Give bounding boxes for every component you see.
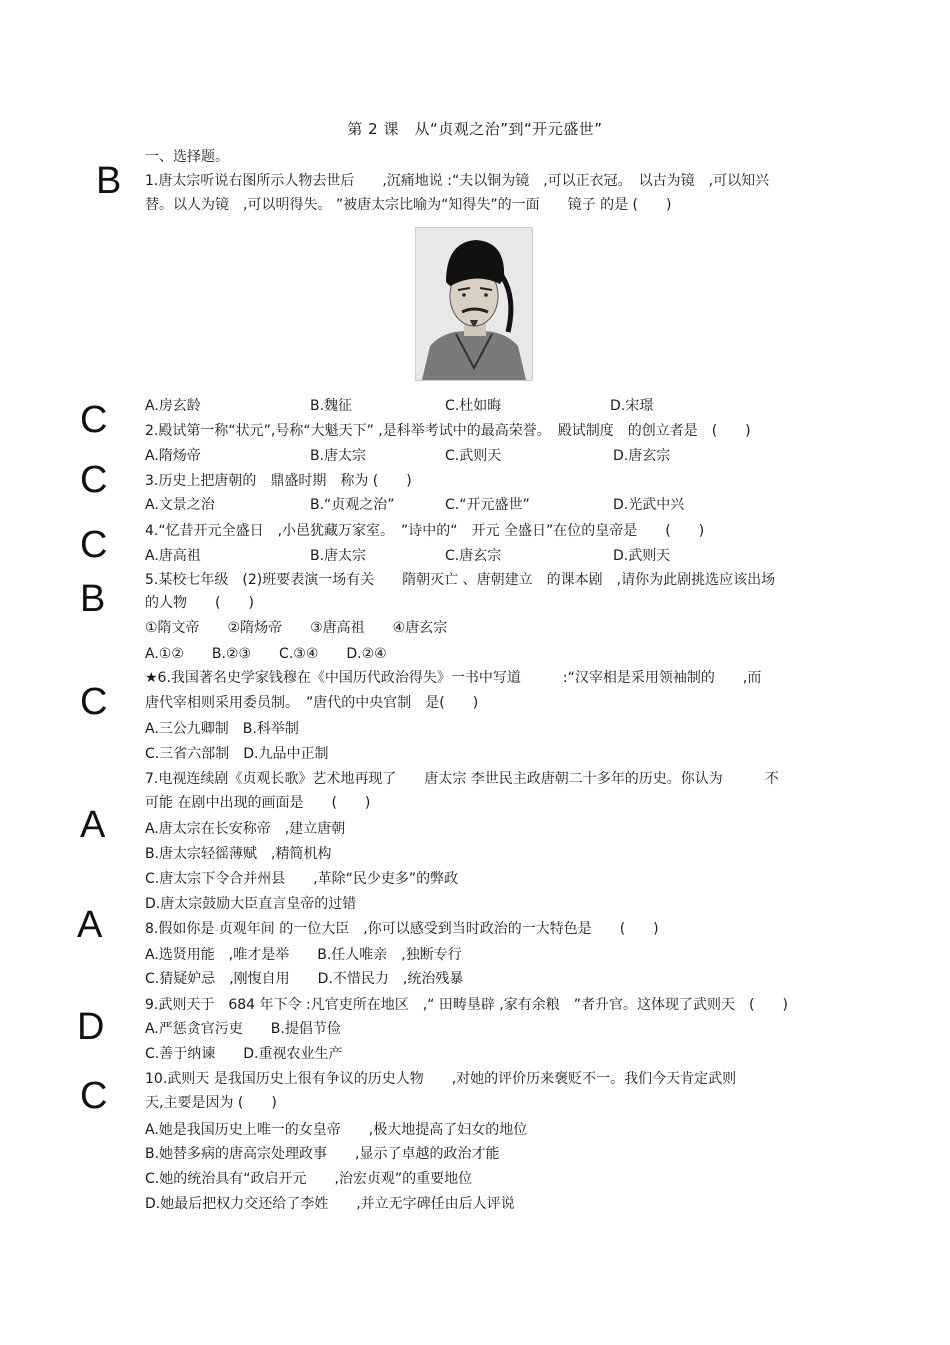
q7-option-b[interactable]: B.唐太宗轻徭薄赋 ,精简机构	[145, 846, 332, 862]
q6-options-cd[interactable]: C.三省六部制 D.九品中正制	[145, 746, 329, 762]
q7-option-c[interactable]: C.唐太宗下令合并州县 ,革除“民少吏多”的弊政	[145, 871, 459, 887]
q10-option-d[interactable]: D.她最后把权力交还给了李姓 ,并立无字碑任由后人评说	[145, 1196, 515, 1212]
page-title: 第 2 课 从“贞观之治”到“开元盛世”	[347, 120, 603, 138]
q8-options-cd[interactable]: C.猜疑妒忌 ,刚愎自用 D.不惜民力 ,统治残暴	[145, 971, 464, 987]
q7-text-line1: 7.电视连续剧《贞观长歌》艺术地再现了 唐太宗 李世民主政唐朝二十多年的历史。你认为 不	[145, 771, 779, 787]
q4-text: 4.“忆昔开元全盛日 ,小邑犹藏万家室。 ”诗中的“ 开元 全盛日”在位的皇帝是 ( )	[145, 523, 705, 539]
q9-options-ab[interactable]: A.严惩贪官污吏 B.提倡节俭	[145, 1021, 341, 1037]
answer-q8: A	[77, 904, 103, 946]
q1-option-c[interactable]: C.杜如晦	[445, 398, 502, 414]
q3-option-a[interactable]: A.文景之治	[145, 497, 215, 513]
answer-q4: C	[80, 524, 108, 566]
q2-option-b[interactable]: B.唐太宗	[310, 448, 367, 464]
section-heading: 一、选择题。	[145, 149, 229, 165]
q3-option-b[interactable]: B.“贞观之治”	[310, 497, 395, 513]
q8-options-ab[interactable]: A.选贤用能 ,唯才是举 B.任人唯亲 ,独断专行	[145, 947, 462, 963]
answer-q2: C	[80, 399, 108, 441]
q2-text: 2.殿试第一称“状元”,号称“大魁天下” ,是科举考试中的最高荣誉。 殿试制度 的创立者是 ( )	[145, 423, 751, 439]
q6-text-line2: 唐代宰相则采用委员制。 ”唐代的中央官制 是( )	[145, 695, 479, 711]
q6-text-line1: ★6.我国著名史学家钱穆在《中国历代政治得失》一书中写道 :“汉宰相是采用领袖制的 ,而	[145, 670, 762, 686]
q2-option-c[interactable]: C.武则天	[445, 448, 502, 464]
q2-option-d[interactable]: D.唐玄宗	[613, 448, 671, 464]
q1-text-line1: 1.唐太宗听说右图所示人物去世后 ,沉痛地说 :“夫以铜为镜 ,可以正衣冠。 以古为镜 ,可以知兴	[145, 173, 770, 189]
q4-option-c[interactable]: C.唐玄宗	[445, 548, 502, 564]
answer-q10: C	[80, 1075, 108, 1117]
q7-option-d[interactable]: D.唐太宗鼓励大臣直言皇帝的过错	[145, 896, 357, 912]
q10-text-line1: 10.武则天 是我国历史上很有争议的历史人物 ,对她的评价历来褒贬不一。我们今天肯定武则	[145, 1071, 737, 1087]
q4-option-a[interactable]: A.唐高祖	[145, 548, 201, 564]
q3-text: 3.历史上把唐朝的 鼎盛时期 称为 ( )	[145, 473, 412, 489]
q9-options-cd[interactable]: C.善于纳谏 D.重视农业生产	[145, 1046, 343, 1062]
answer-q9: D	[77, 1006, 105, 1048]
q4-option-b[interactable]: B.唐太宗	[310, 548, 367, 564]
q1-option-b[interactable]: B.魏征	[310, 398, 353, 414]
q2-option-a[interactable]: A.隋炀帝	[145, 448, 201, 464]
q8-text: 8.假如你是 贞观年间 的一位大臣 ,你可以感受到当时政治的一大特色是 ( )	[145, 921, 659, 937]
q5-choices: ①隋文帝 ②隋炀帝 ③唐高祖 ④唐玄宗	[145, 620, 448, 636]
q10-option-c[interactable]: C.她的统治具有“政启开元 ,治宏贞观”的重要地位	[145, 1171, 473, 1187]
q1-text-line2: 替。以人为镜 ,可以明得失。 ”被唐太宗比喻为“知得失”的一面 镜子 的是 ( )	[145, 197, 672, 213]
q1-option-a[interactable]: A.房玄龄	[145, 398, 201, 414]
q5-text-line2: 的人物 ( )	[145, 595, 254, 611]
q7-text-line2: 可能 在剧中出现的画面是 ( )	[145, 795, 371, 811]
q1-option-d[interactable]: D.宋璟	[610, 398, 654, 414]
q10-option-a[interactable]: A.她是我国历史上唯一的女皇帝 ,极大地提高了妇女的地位	[145, 1122, 528, 1138]
answer-q7: A	[80, 804, 106, 846]
q5-text-line1: 5.某校七年级 (2)班要表演一场有关 隋朝灭亡 、唐朝建立 的课本剧 ,请你为此剧挑选应该出场	[145, 572, 776, 588]
q10-text-line2: 天,主要是因为 ( )	[145, 1095, 277, 1111]
q10-option-b[interactable]: B.她替多病的唐高宗处理政事 ,显示了卓越的政治才能	[145, 1146, 500, 1162]
q7-option-a[interactable]: A.唐太宗在长安称帝 ,建立唐朝	[145, 821, 346, 837]
q5-options[interactable]: A.①② B.②③ C.③④ D.②④	[145, 646, 387, 662]
answer-q3: C	[80, 459, 108, 501]
q6-options-ab[interactable]: A.三公九卿制 B.科举制	[145, 721, 299, 737]
answer-q5: B	[80, 578, 106, 620]
portrait-image	[415, 227, 533, 381]
q9-text: 9.武则天于 684 年下令 :凡官吏所在地区 ,“ 田畴垦辟 ,家有余粮 ”者升官。这体现了武则天 ( )	[145, 997, 788, 1013]
q3-option-d[interactable]: D.光武中兴	[613, 497, 685, 513]
answer-q6: C	[80, 681, 108, 723]
q3-option-c[interactable]: C.“开元盛世”	[445, 497, 530, 513]
answer-q1: B	[96, 160, 122, 202]
q4-option-d[interactable]: D.武则天	[613, 548, 671, 564]
